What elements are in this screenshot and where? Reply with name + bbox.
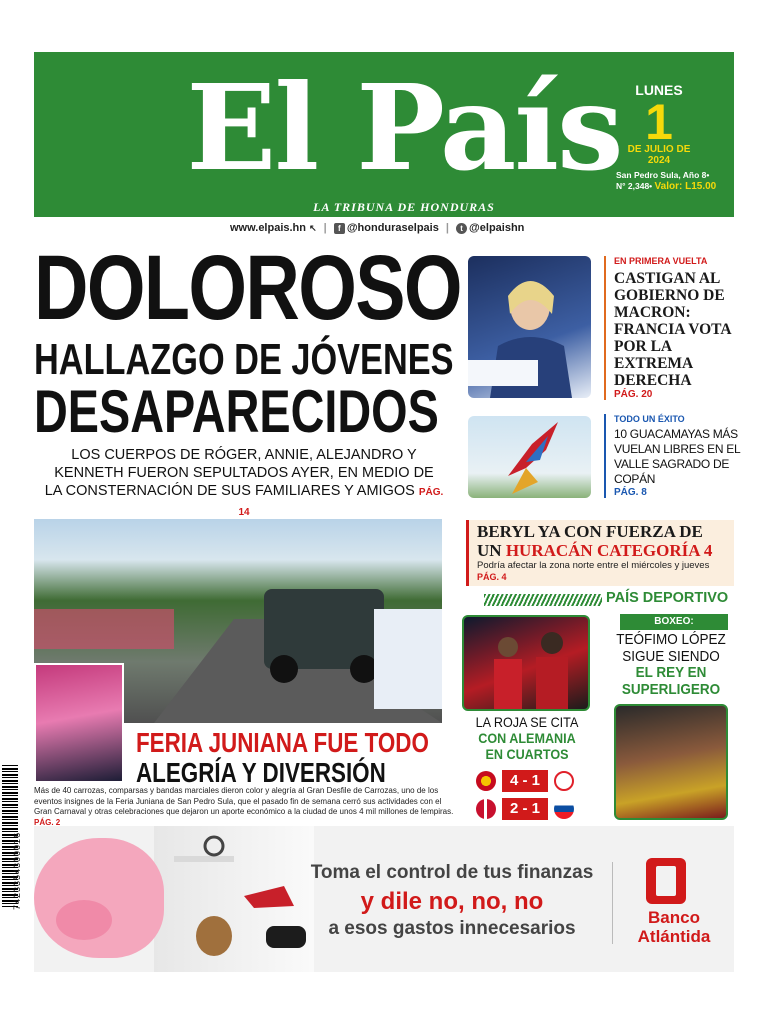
lead-headline-3[interactable]: DESAPARECIDOS [34, 378, 439, 445]
bank-name: Banco Atlántida [637, 908, 711, 946]
macaw-illustration [468, 416, 591, 498]
edition-line2: N° 2,348• [616, 181, 653, 191]
soccer-line2: CON ALEMANIA EN CUARTOS [478, 730, 576, 762]
beryl-desc: Podría afectar la zona norte entre el miércoles y jueves [477, 560, 710, 571]
dancer-photo[interactable] [34, 663, 124, 783]
feria-body [34, 786, 454, 828]
sports-section-title[interactable]: PAÍS DEPORTIVO [606, 590, 729, 606]
story-france[interactable] [604, 256, 744, 400]
separator: | [445, 222, 449, 234]
macaws-page-ref[interactable]: PÁG. 8 [614, 487, 647, 498]
piggy-bank-illustration [34, 838, 164, 958]
date-box [596, 52, 734, 217]
edition-line1: San Pedro Sula, Año 8• [616, 170, 710, 180]
facebook-icon: f [334, 223, 345, 234]
price: Valor: L15.00 [654, 181, 717, 192]
score-value: 2 - 1 [502, 798, 548, 820]
slovakia-flag-icon [554, 799, 574, 819]
soccer-story[interactable] [469, 714, 586, 762]
beryl-title[interactable] [477, 522, 726, 560]
website-link[interactable]: www.elpais.hn [230, 222, 306, 234]
boxing-line1: TEÓFIMO LÓPEZ SIGUE SIENDO [616, 631, 726, 665]
spain-players-photo[interactable] [462, 615, 590, 711]
pig-snout [56, 900, 112, 940]
ad-products [154, 826, 314, 972]
score-value: 4 - 1 [502, 770, 548, 792]
soccer-line1: LA ROJA SE CITA [475, 714, 579, 730]
denmark-flag-icon [476, 799, 496, 819]
ad-divider [612, 862, 613, 944]
feria-page-ref[interactable]: PÁG. 2 [34, 817, 61, 827]
le-pen-photo[interactable] [468, 256, 591, 398]
newspaper-logo[interactable]: El País [186, 58, 622, 197]
boxing-story[interactable] [613, 632, 730, 698]
boxing-kicker: BOXEO: [620, 614, 728, 630]
france-title[interactable]: CASTIGAN AL GOBIERNO DE MACRON: FRANCIA VOTA POR LA EXTREMA DERECHA [614, 270, 731, 389]
beryl-title-part2: HURACÁN CATEGORÍA 4 [505, 541, 713, 560]
story-beryl[interactable] [466, 520, 734, 586]
score-spain-georgia [476, 770, 576, 792]
story-macaws[interactable] [604, 414, 754, 498]
france-kicker: EN PRIMERA VUELTA [614, 256, 708, 266]
macaw-photo[interactable] [468, 416, 591, 498]
feria-headline-1[interactable]: FERIA JUNIANA FUE TODO [136, 727, 429, 758]
cursor-icon: ↖ [309, 223, 317, 233]
players-illustration [464, 617, 588, 709]
twitter-icon: t [456, 223, 467, 234]
spain-flag-icon [476, 771, 496, 791]
weekday: LUNES [635, 82, 683, 98]
day-number: 1 [645, 94, 673, 150]
barcode-number: 7423354300016 [12, 831, 22, 910]
ad-line3: a esos gastos innecesarios [328, 918, 576, 939]
ad-line1: Toma el control de tus finanzas [310, 862, 594, 883]
boxing-line2: EL REY EN SUPERLIGERO [621, 664, 721, 698]
masthead [34, 52, 734, 217]
lead-deck-text: LOS CUERPOS DE RÓGER, ANNIE, ALEJANDRO Y KENNETH FUERON SEPULTADOS AYER, EN MEDIO DE LA CONSTERNACIÓN DE SUS FAMILIARES Y AMIGOS [44, 447, 434, 499]
lead-headline-2[interactable]: HALLAZGO DE JÓVENES [34, 335, 454, 384]
georgia-flag-icon [554, 771, 574, 791]
tagline: LA TRIBUNA DE HONDURAS [313, 200, 495, 214]
lead-headline-1[interactable]: DOLOROSO [34, 237, 461, 339]
portrait-illustration [468, 256, 591, 398]
ad-line2: y dile no, no, no [360, 888, 544, 915]
social-bar [230, 222, 560, 234]
boxer-photo[interactable] [614, 704, 728, 820]
lead-deck [44, 446, 444, 522]
separator: | [323, 222, 327, 234]
macaws-kicker: TODO UN ÉXITO [614, 414, 685, 424]
month-year: DE JULIO DE 2024 [627, 144, 691, 166]
facebook-handle[interactable]: @hondurаselpais [346, 222, 439, 234]
bank-logo-icon [646, 858, 686, 904]
macaws-title[interactable]: 10 GUACAMAYAS MÁS VUELAN LIBRES EN EL VALLE SAGRADO DE COPÁN [614, 427, 740, 486]
twitter-handle[interactable]: @elpaishn [469, 222, 525, 234]
section-stripes [484, 594, 602, 606]
edition-info [616, 170, 746, 192]
ad-shelves-illustration [154, 826, 314, 972]
score-denmark-slovakia [476, 798, 576, 820]
feria-headline-2[interactable]: ALEGRÍA Y DIVERSIÓN [136, 757, 386, 788]
lead-page-ref[interactable]: PÁG. 14 [238, 487, 444, 518]
feria-body-text: Más de 40 carrozas, comparsas y bandas marciales dieron color y alegría al Gran Desfile de Carrozas, uno de los eventos insignes de la Feria Juniana de San Pedro Sula, que el pasado fin de semana cerró sus actividades con el Gran Carnaval y otras celebraciones que dejaron un aporte económico a la ciudad de unos 4 mil millones de lempiras. [34, 786, 454, 816]
beryl-title-part1: BERYL YA CON FUERZA DE UN [477, 522, 703, 560]
beryl-page-ref[interactable]: PÁG. 4 [477, 572, 507, 582]
france-page-ref[interactable]: PÁG. 20 [614, 389, 653, 400]
bank-advertisement[interactable] [34, 826, 734, 972]
